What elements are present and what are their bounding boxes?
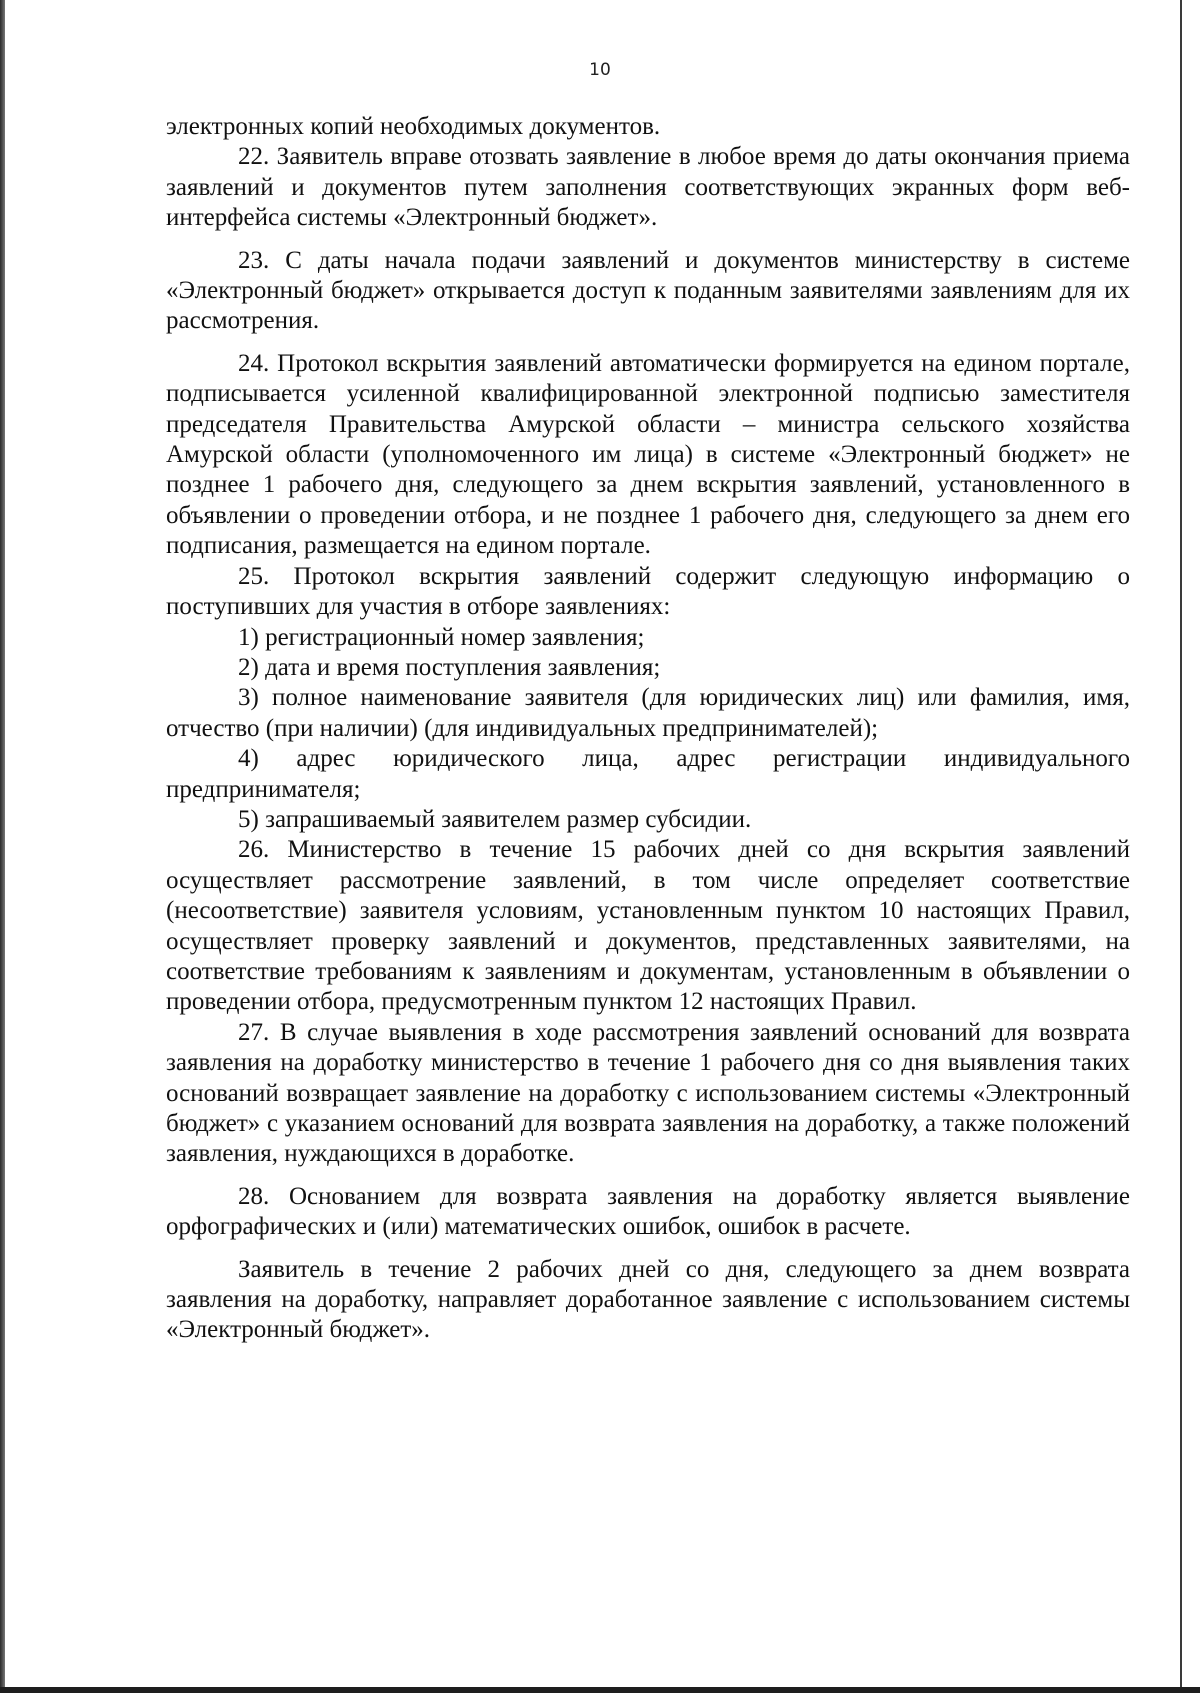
- document-body: [166, 112, 1130, 1346]
- paragraph-item-27: 27. В случае выявления в ходе рассмотрения заявлений оснований для возврата заявления на доработку министерство в течение 1 рабочего дня со дня выявления таких оснований возвращает заявление на доработку с использованием системы «Электронный бюджет» с указанием оснований для возврата заявления на доработку, а также положений заявления, нуждающихся в доработке.: [166, 1018, 1130, 1168]
- list-item: 4) адрес юридического лица, адрес регистрации индивидуального предпринимателя;: [166, 745, 1130, 803]
- paragraph-item-24: 24. Протокол вскрытия заявлений автоматически формируется на едином портале, подписывается усиленной квалифицированной электронной подписью заместителя председателя Правительства Амурской области – министра сельского хозяйства Амурской области (уполномоченного им лица) в системе «Электронный бюджет» не позднее 1 рабочего дня, следующего за днем вскрытия заявлений, установленного в объявлении о проведении отбора, и не позднее 1 рабочего дня, следующего за днем его подписания, размещается на едином портале.: [166, 349, 1130, 560]
- paragraph-item-26: 26. Министерство в течение 15 рабочих дней со дня вскрытия заявлений осуществляет рассмотрение заявлений, в том числе определяет соответствие (несоответствие) заявителя условиям, установленным пунктом 10 настоящих Правил, осуществляет проверку заявлений и документов, представленных заявителями, на соответствие требованиям к заявлениям и документам, установленным в объявлении о проведении отбора, предусмотренным пунктом 12 настоящих Правил.: [166, 836, 1130, 1016]
- paragraph: электронных копий необходимых документов.: [166, 113, 661, 140]
- paragraph-item-23: 23. С даты начала подачи заявлений и документов министерству в системе «Электронный бюджет» открывается доступ к поданным заявителями заявлениям для их рассмотрения.: [166, 246, 1130, 335]
- scan-edge-bottom: [0, 1687, 1200, 1693]
- scan-edge-right: [1180, 0, 1182, 1693]
- list-item: 2) дата и время поступления заявления;: [238, 653, 661, 681]
- paragraph-applicant-resubmission: Заявитель в течение 2 рабочих дней со дня, следующего за днем возврата заявления на доработку, направляет доработанное заявление с использованием системы «Электронный бюджет».: [166, 1255, 1130, 1344]
- paragraph-item-28: 28. Основанием для возврата заявления на доработку является выявление орфографических и (или) математических ошибок, ошибок в расчете.: [166, 1182, 1130, 1241]
- scan-edge-left: [0, 0, 5, 1693]
- list-item: 1) регистрационный номер заявления;: [238, 623, 645, 651]
- page-number: 10: [589, 60, 611, 80]
- paragraph-item-25: 25. Протокол вскрытия заявлений содержит следующую информацию о поступивших для участия в отборе заявлениях:: [166, 562, 1130, 621]
- list-item: 5) запрашиваемый заявителем размер субсидии.: [238, 805, 752, 833]
- paragraph-item-22: 22. Заявитель вправе отозвать заявление в любое время до даты окончания приема заявлений и документов путем заполнения соответствующих экранных форм веб-интерфейса системы «Электронный бюджет».: [166, 143, 1130, 232]
- list-item: 3) полное наименование заявителя (для юридических лиц) или фамилия, имя, отчество (при наличии) (для индивидуальных предпринимателей);: [166, 684, 1130, 742]
